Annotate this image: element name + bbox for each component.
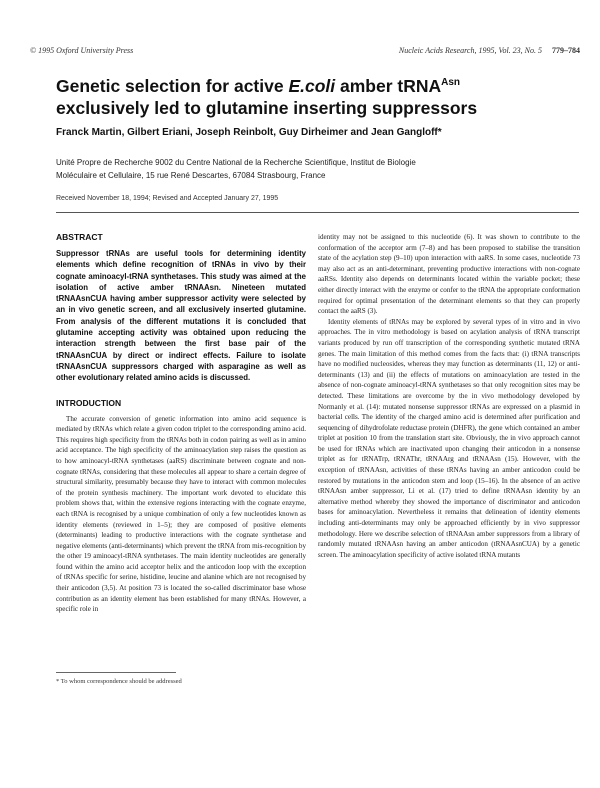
title-part: amber tRNA (335, 75, 442, 96)
abstract-text: Suppressor tRNAs are useful tools for determining identity elements which define recognition of tRNAs in vivo by their cognate aminoacyl-tRNA synthetases. This study was aimed at the isolation of active amber tRNAAsn. Nineteen mutated tRNAAsnCUA having amber suppressor activity were selected by an in vivo genetic screen, and all exclusively inserted glutamine. From analysis of the different mutations it is concluded that glutamine accepting activity was obtained upon reducing the interaction strength between the first base pair of the tRNAAsnCUA by direct or indirect effects. Failure to isolate tRNAAsnCUA suppressors charged with asparagine as well as other evolutionary related amino acids is discussed. (56, 249, 306, 383)
journal-citation (399, 46, 580, 55)
title-part: Genetic selection for active (56, 75, 289, 96)
introduction-text: The accurate conversion of genetic information into amino acid sequence is mediated by tRNAs which relate a given codon triplet to the corresponding amino acid. This requires high specificity from the tRNAs both in codon pairing as well as in amino acid acceptance. The high specificity of the aminoacylation step raises the question as to how aminoacyl-tRNA synthetases (aaRS) discriminate between cognate and non-cognate tRNAs, considering that these molecules all appear to share a certain degree of structural similarity, presumably because they have to interact with common molecules of the protein synthesis machinery. The important work devoted to elucidate this problem shows that, within the extensive regions interacting with the cognate enzyme, each tRNA is recognised by a unique combination of only a few nucleotides known as identity elements (reviewed in 1–5); they are composed of positive elements (determinants) leading to productive interactions with the cognate synthetase and negative elements (anti-determinants) which prevent the tRNA from mis-recognition by the other 19 aminoacyl-tRNA synthetases. The main identity nucleotides are generally found within the amino acid acceptor helix and the anticodon loop with the exception of tRNAs specific for serine, histidine, leucine and alanine which are not recognised by their anticodon (3,5). At position 73 is located the so-called discriminator base whose contribution as an identity element has been established for many tRNAs. However, a specific role in (56, 414, 306, 614)
affiliation-line: Moléculaire et Cellulaire, 15 rue René Descartes, 67084 Strasbourg, France (56, 171, 326, 180)
title-species: E.coli (288, 75, 336, 96)
abstract-heading: ABSTRACT (56, 232, 103, 242)
introduction-heading: INTRODUCTION (56, 397, 122, 408)
article-title (56, 72, 576, 119)
body-paragraph: Identity elements of tRNAs may be explored by several types of in vitro and in vivo approaches. The in vitro methodology is based on acylation analysis of tRNA transcript variants produced by run off transcription of the corresponding synthetic mutated tRNA genes. The main limitation of this method comes from the facts that: (i) tRNA transcripts have no modified nucleosides, whereas they may function as determinants (11, 12) or anti-determinants (13) and (ii) the effects of mutations on aminoacylation are tested in the absence of non-cognate aminoacyl-tRNA synthetases so that only recognition sites may be detected. These limitations are overcome by the in vivo methodology developed by Normanly et al. (14): mutated nonsense suppressor tRNAs are expressed on a plasmid in bacterial cells. The identity of the charged amino acid is determined after purification and sequencing of dihydrofolate reductase protein (DHFR), the gene which contained an amber triplet at position 10 from the translation start site. Obviously, the in vivo approach cannot be used for tRNAs which are inactivated upon changing their anticodon in a nonsense triplet as for tRNATrp, tRNAThr, tRNAArg and tRNAAsn (15). However, with the exception of tRNAAsn, activities of these tRNAs having an amber anticodon could be restored by mutations in the anticodon stem and loop (15–16). In the absence of an active tRNAAsn amber suppressor, Li et al. (17) tried to define tRNAAsn identity by an alternative method whereby they showed the importance of discriminator and anticodon bases for aminoacylation. Nevertheless it remains that delineation of identity elements including anti-determinants may only be approached efficiently by in vivo suppressor methodology. Here we describe selection of tRNAAsn amber suppressors from a library of randomly mutated tRNAAsn having an amber anticodon (tRNAAsnCUA) by a genetic screen. The aminoacylation specificity of active isolated tRNA mutants (318, 317, 580, 559)
received-dates: Received November 18, 1994; Revised and Accepted January 27, 1995 (56, 195, 279, 202)
footnote: * To whom correspondence should be addressed (56, 678, 182, 685)
page-range: 779–784 (552, 46, 580, 55)
footnote-divider (56, 672, 176, 673)
title-superscript: Asn (441, 77, 461, 88)
journal-copyright: © 1995 Oxford University Press (30, 46, 134, 55)
header-divider (56, 212, 579, 213)
affiliation (56, 156, 576, 182)
affiliation-line: Unité Propre de Recherche 9002 du Centre National de la Recherche Scientifique, Institut de Biologie (56, 158, 416, 167)
author-list: Franck Martin, Gilbert Eriani, Joseph Reinbolt, Guy Dirheimer and Jean Gangloff* (56, 127, 442, 138)
title-line-2: exclusively led to glutamine inserting suppressors (56, 97, 478, 118)
body-paragraph: identity may not be assigned to this nucleotide (6). It was shown to contribute to the conformation of the acceptor arm (7–8) and has been proposed to stabilise the transition state of the acylation step (9–10) upon interaction with aaRS. In some cases, nucleotide 73 may also act as an anti-determinant, preventing productive interactions with non-cognate aaRSs. Identity also depends on determinants located within the variable pocket; these either directly interact with the enzyme or confer to the tRNA the appropriate conformation required for optimal presentation of the determinant elements so that they can properly contact the aaRS (3). (318, 233, 580, 316)
journal-name: Nucleic Acids Research, 1995, Vol. 23, No. 5 (398, 46, 542, 55)
left-column (56, 232, 306, 615)
right-column (318, 232, 580, 560)
